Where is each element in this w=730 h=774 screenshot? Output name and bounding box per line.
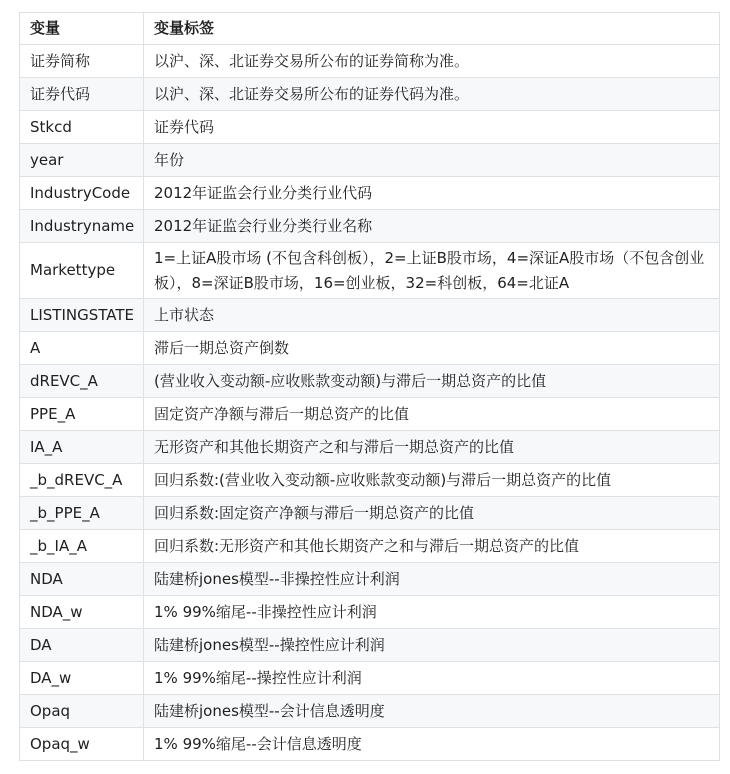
variable-name-cell: year	[20, 144, 144, 177]
variable-label-cell: 2012年证监会行业分类行业代码	[144, 177, 720, 210]
table-row	[20, 728, 720, 761]
table-row	[20, 210, 720, 243]
variable-label-cell: 以沪、深、北证券交易所公布的证券代码为准。	[144, 78, 720, 111]
variable-label-cell: 以沪、深、北证券交易所公布的证券简称为准。	[144, 45, 720, 78]
table-row	[20, 497, 720, 530]
variable-name-cell: NDA	[20, 563, 144, 596]
variable-label-cell: 陆建桥jones模型--会计信息透明度	[144, 695, 720, 728]
table-row	[20, 695, 720, 728]
table-row	[20, 431, 720, 464]
variable-name-cell: DA	[20, 629, 144, 662]
variable-label-cell: 1=上证A股市场 (不包含科创板），2=上证B股市场，4=深证A股市场（不包含创业板），8=深证B股市场，16=创业板，32=科创板，64=北证A	[144, 243, 720, 299]
table-row	[20, 177, 720, 210]
variable-name-cell: Opaq_w	[20, 728, 144, 761]
table-row	[20, 365, 720, 398]
variable-label-cell: 滞后一期总资产倒数	[144, 332, 720, 365]
variable-name-cell: IndustryCode	[20, 177, 144, 210]
variable-name-cell: Stkcd	[20, 111, 144, 144]
variable-name-cell: Industryname	[20, 210, 144, 243]
variable-name-cell: NDA_w	[20, 596, 144, 629]
variable-label-cell: 回归系数:(营业收入变动额-应收账款变动额)与滞后一期总资产的比值	[144, 464, 720, 497]
table-row	[20, 398, 720, 431]
variable-label-cell: 上市状态	[144, 299, 720, 332]
variable-name-cell: A	[20, 332, 144, 365]
variable-label-cell: 1% 99%缩尾--非操控性应计利润	[144, 596, 720, 629]
variable-name-cell: dREVC_A	[20, 365, 144, 398]
table-row	[20, 629, 720, 662]
variable-name-cell: _b_IA_A	[20, 530, 144, 563]
variable-label-cell: 2012年证监会行业分类行业名称	[144, 210, 720, 243]
header-variable-label: 变量标签	[144, 13, 720, 45]
variable-name-cell: PPE_A	[20, 398, 144, 431]
variable-table	[19, 12, 720, 761]
table-container	[19, 12, 719, 761]
variable-label-cell: 1% 99%缩尾--会计信息透明度	[144, 728, 720, 761]
table-header	[20, 13, 720, 45]
variable-label-cell: 无形资产和其他长期资产之和与滞后一期总资产的比值	[144, 431, 720, 464]
variable-label-cell: 回归系数:无形资产和其他长期资产之和与滞后一期总资产的比值	[144, 530, 720, 563]
table-body	[20, 45, 720, 761]
variable-name-cell: LISTINGSTATE	[20, 299, 144, 332]
table-row	[20, 144, 720, 177]
table-row	[20, 243, 720, 299]
variable-label-cell: 陆建桥jones模型--操控性应计利润	[144, 629, 720, 662]
variable-name-cell: _b_dREVC_A	[20, 464, 144, 497]
table-row	[20, 464, 720, 497]
table-row	[20, 332, 720, 365]
table-row	[20, 530, 720, 563]
variable-label-cell: 年份	[144, 144, 720, 177]
variable-label-cell: 回归系数:固定资产净额与滞后一期总资产的比值	[144, 497, 720, 530]
variable-name-cell: Opaq	[20, 695, 144, 728]
variable-label-cell: (营业收入变动额-应收账款变动额)与滞后一期总资产的比值	[144, 365, 720, 398]
header-variable: 变量	[20, 13, 144, 45]
variable-label-cell: 固定资产净额与滞后一期总资产的比值	[144, 398, 720, 431]
table-row	[20, 45, 720, 78]
variable-name-cell: 证券代码	[20, 78, 144, 111]
table-row	[20, 111, 720, 144]
variable-name-cell: 证券简称	[20, 45, 144, 78]
variable-name-cell: Markettype	[20, 243, 144, 299]
variable-name-cell: DA_w	[20, 662, 144, 695]
table-row	[20, 662, 720, 695]
table-row	[20, 563, 720, 596]
table-row	[20, 299, 720, 332]
variable-label-cell: 1% 99%缩尾--操控性应计利润	[144, 662, 720, 695]
variable-name-cell: IA_A	[20, 431, 144, 464]
variable-label-cell: 证券代码	[144, 111, 720, 144]
variable-name-cell: _b_PPE_A	[20, 497, 144, 530]
table-row	[20, 596, 720, 629]
header-row	[20, 13, 720, 45]
variable-label-cell: 陆建桥jones模型--非操控性应计利润	[144, 563, 720, 596]
table-row	[20, 78, 720, 111]
